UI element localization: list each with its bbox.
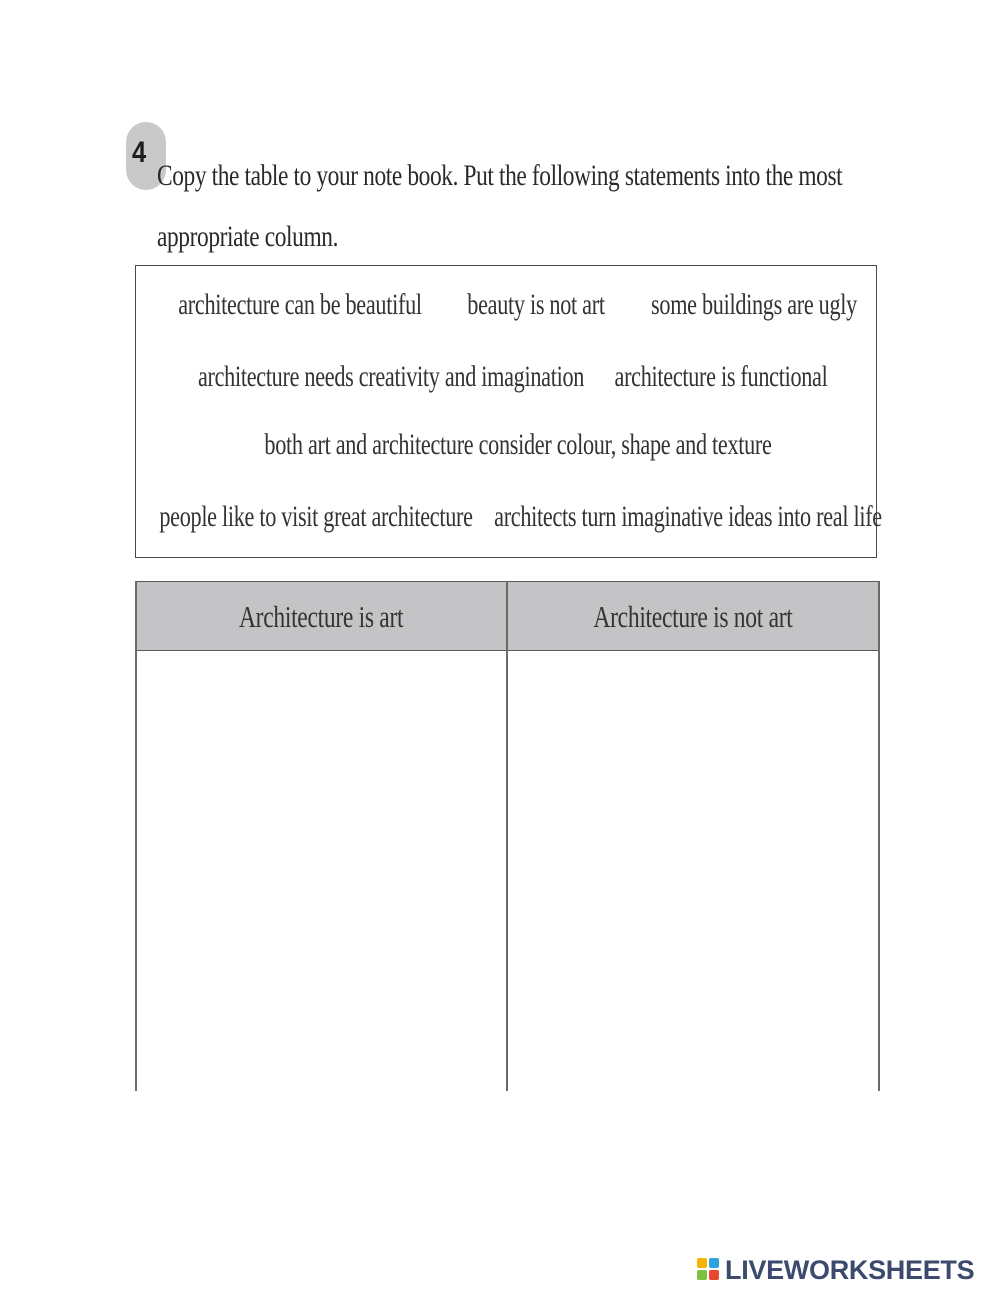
exercise-number: 4 — [132, 136, 147, 169]
statement-item[interactable]: both art and architecture consider colour, shape and texture — [264, 428, 772, 461]
statement-item[interactable]: architects turn imaginative ideas into real life — [494, 500, 882, 533]
liveworksheets-logo-icon — [697, 1258, 721, 1282]
statement-item[interactable]: some buildings are ugly — [651, 288, 857, 321]
statement-item[interactable]: architecture needs creativity and imagination — [197, 360, 585, 393]
table-column-divider — [506, 581, 508, 1091]
liveworksheets-logo[interactable] — [697, 1255, 974, 1285]
column-header-not-art — [507, 582, 879, 652]
statements-box — [135, 265, 882, 558]
instruction-line-2: appropriate column. — [157, 220, 339, 253]
column-header-art-label: Architecture is art — [238, 599, 404, 634]
statement-item[interactable]: beauty is not art — [467, 288, 605, 321]
column-header-not-art-label: Architecture is not art — [593, 599, 793, 634]
column-header-art — [135, 582, 507, 652]
sorting-table — [135, 581, 879, 1091]
statement-item[interactable]: people like to visit great architecture — [159, 500, 473, 533]
exercise-instruction — [157, 145, 843, 267]
statement-item[interactable]: architecture is functional — [614, 360, 828, 393]
statement-item[interactable]: architecture can be beautiful — [178, 288, 422, 321]
logo-text: LIVEWORKSHEETS — [725, 1254, 975, 1285]
table-border-right — [878, 581, 880, 1091]
drop-zone-art[interactable] — [137, 653, 505, 1089]
instruction-line-1: Copy the table to your note book. Put the following statements into the most — [157, 159, 843, 192]
drop-zone-not-art[interactable] — [509, 653, 877, 1089]
